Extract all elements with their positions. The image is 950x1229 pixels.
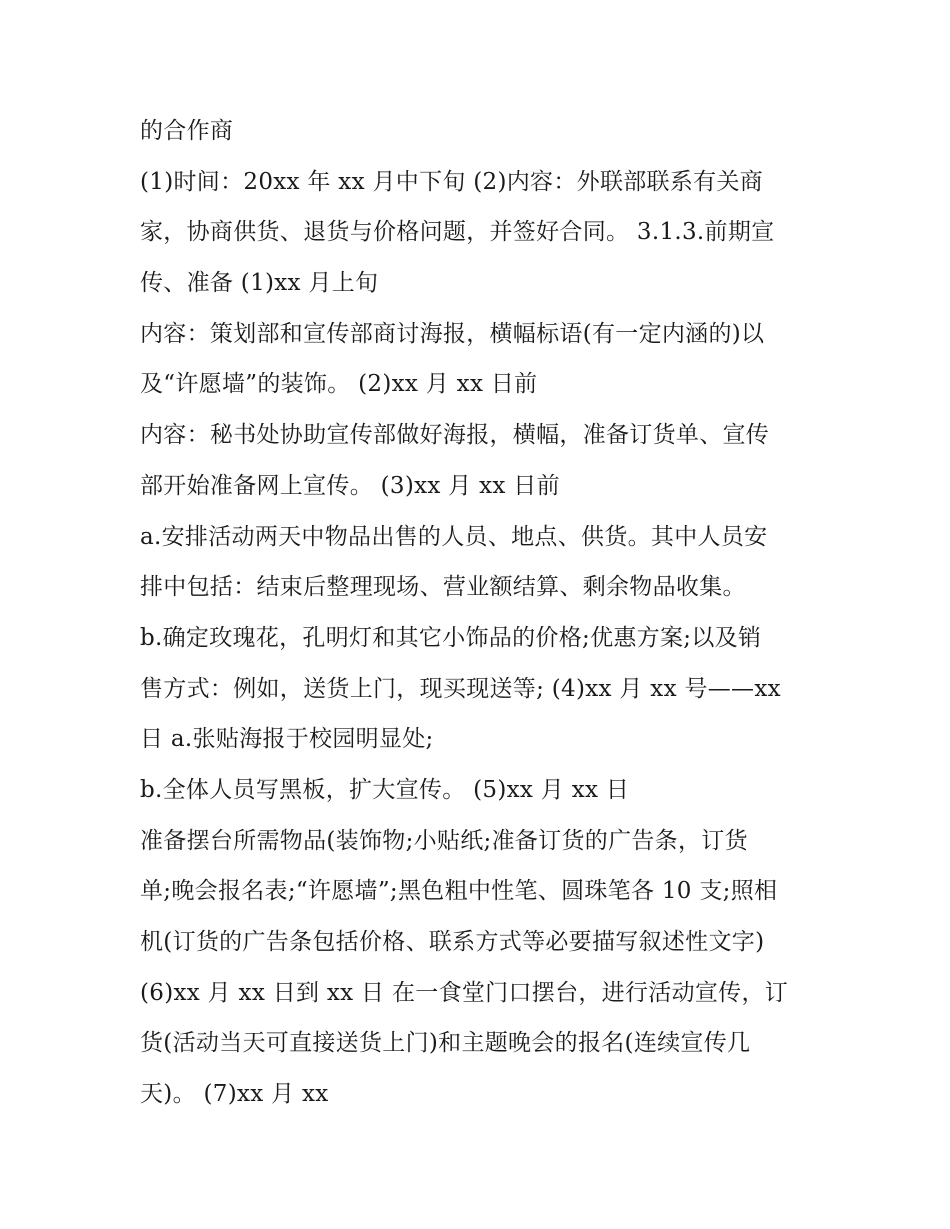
- text-line: 机(订货的广告条包括价格、联系方式等必要描写叙述性文字): [140, 929, 765, 955]
- text-line: b.全体人员写黑板，扩大宣传。 (5)xx 月 xx 日: [140, 776, 630, 803]
- text-line: 内容：秘书处协助宣传部做好海报，横幅，准备订货单、宣传: [140, 422, 770, 449]
- text-line: 的合作商: [140, 118, 234, 144]
- text-line: b.确定玫瑰花，孔明灯和其它小饰品的价格;优惠方案;以及销: [140, 624, 762, 651]
- text-line: (6)xx 月 xx 日到 xx 日 在一食堂门口摆台，进行活动宣传，订: [140, 979, 789, 1006]
- text-line: 天)。 (7)xx 月 xx: [140, 1081, 329, 1108]
- body-text: [140, 106, 830, 1120]
- text-line: 货(活动当天可直接送货上门)和主题晚会的报名(连续宣传几: [140, 1030, 751, 1057]
- text-line: 家，协商供货、退货与价格问题，并签好合同。 3.1.3.前期宣: [140, 219, 775, 246]
- text-line: 日 a.张贴海报于校园明显处;: [140, 726, 434, 753]
- text-line: 及“许愿墙”的装饰。 (2)xx 月 xx 日前: [140, 371, 538, 398]
- text-line: 内容：策划部和宣传部商讨海报，横幅标语(有一定内涵的)以: [140, 320, 765, 347]
- text-line: 部开始准备网上宣传。 (3)xx 月 xx 日前: [140, 472, 560, 499]
- text-line: 传、准备 (1)xx 月上旬: [140, 270, 379, 297]
- text-line: (1)时间：20xx 年 xx 月中下旬 (2)内容：外联部联系有关商: [140, 168, 764, 195]
- text-line: 单;晚会报名表;“许愿墙”;黑色粗中性笔、圆珠笔各 10 支;照相: [140, 878, 778, 905]
- text-line: 排中包括：结束后整理现场、营业额结算、剩余物品收集。: [140, 574, 746, 601]
- text-line: 准备摆台所需物品(装饰物;小贴纸;准备订货的广告条，订货: [140, 827, 748, 854]
- text-line: a.安排活动两天中物品出售的人员、地点、供货。其中人员安: [140, 523, 768, 550]
- text-line: 售方式：例如，送货上门，现买现送等; (4)xx 月 xx 号——xx: [140, 675, 781, 702]
